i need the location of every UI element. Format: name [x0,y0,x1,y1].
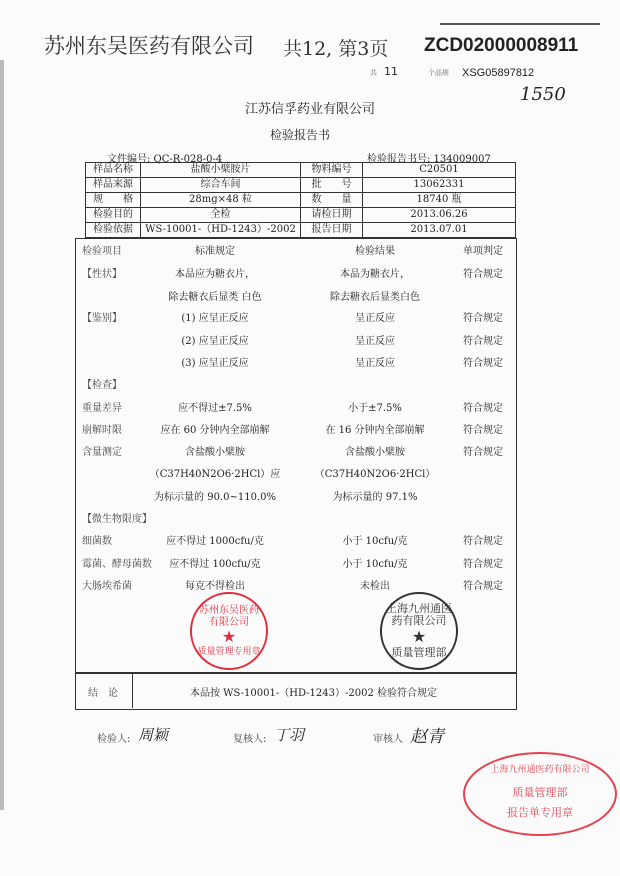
test-verdict: 符合规定 [463,425,503,436]
test-verdict: 符合规定 [463,536,503,547]
cell: 规 格 [86,193,141,208]
test-verdict: 符合规定 [463,559,503,570]
cell: 检验目的 [86,208,141,223]
top-company: 苏州东吴医药有限公司 [44,34,254,58]
sample-info-table [85,162,516,238]
inspector-signature: 周颖 [138,726,169,744]
test-standard: （C37H40N2O6·2HCl）应 [149,469,281,480]
stamp-ring-text: 上海九州通医药有限公司 [386,601,452,628]
stamp-line: 质量管理部 [512,786,568,799]
test-standard: 本品应为糖衣片， [175,269,255,280]
test-standard: 每克不得检出 [185,581,245,592]
test-result: 小于 10cfu/克 [342,559,408,570]
inspector-label: 检验人: [97,734,131,745]
star-icon: ★ [221,627,237,647]
red-quality-stamp [190,592,268,670]
table-row [86,208,516,223]
test-standard: 除去糖衣后显类 白色 [168,292,262,303]
column-header: 检验结果 [355,246,395,257]
test-verdict: 符合规定 [463,358,503,369]
test-verdict: 符合规定 [463,447,503,458]
scan-edge [0,60,4,810]
column-header: 检验项目 [82,246,122,257]
stamp-ring-text: 上海九州通医药有限公司 [490,765,590,775]
cell: C20501 [363,163,516,178]
table-row [86,193,516,208]
test-result: （C37H40N2O6·2HCl） [314,469,436,480]
report-company: 江苏信孚药业有限公司 [244,102,376,117]
reviewer-signature: 丁羽 [274,726,305,744]
report-oval-stamp [463,752,617,836]
test-result: 本品为糖衣片， [340,269,410,280]
cell: 2013.07.01 [363,223,516,238]
total-label: 共 [370,69,377,77]
test-verdict: 符合规定 [463,581,503,592]
test-standard: 应不得过 1000cfu/克 [166,536,264,547]
cell: 18740 瓶 [363,193,516,208]
cell: 请检日期 [301,208,363,223]
cell: 检验依据 [86,223,141,238]
cell: 物料编号 [301,163,363,178]
test-result: 在 16 分钟内全部崩解 [325,425,425,436]
test-item: 重量差异 [82,403,122,414]
test-result: 呈正反应 [355,358,395,369]
test-item: 【性状】 [82,269,122,280]
test-verdict: 符合规定 [463,313,503,324]
test-verdict: 符合规定 [463,269,503,280]
stamp-center-text: 质量管理部 [391,645,447,659]
test-standard: (2) 应呈正反应 [181,336,249,347]
test-item: 【检查】 [82,380,122,391]
test-result: 呈正反应 [355,336,395,347]
test-standard: 应不得过 100cfu/克 [169,559,261,570]
total-value: 11 [384,65,398,78]
cell: 样品名称 [86,163,141,178]
cell: 2013.06.26 [363,208,516,223]
test-item: 含量测定 [82,447,122,458]
cell: 数 量 [301,193,363,208]
cell: 28mg×48 粒 [141,193,301,208]
conclusion-text: 本品按 WS-10001-（HD-1243）-2002 检验符合规定 [190,688,438,699]
test-item: 大肠埃希菌 [82,581,132,592]
test-verdict: 符合规定 [463,336,503,347]
test-result: 小于 10cfu/克 [342,536,408,547]
cell: 盐酸小檗胺片 [141,163,301,178]
report-title: 检验报告书 [269,128,331,142]
star-icon: ★ [411,627,427,647]
stamp-center-text: 质量管理专用章 [197,646,261,657]
scan-line [440,23,600,25]
test-item: 霉菌、酵母菌数 [82,559,152,570]
cell: 综合车间 [141,178,301,193]
table-row [86,178,516,193]
cell: 样品来源 [86,178,141,193]
cell: 13062331 [363,178,516,193]
reviewer-label: 复核人: [233,734,267,745]
test-standard: 应不得过±7.5% [178,403,252,414]
table-row [86,163,516,178]
stamp-ring-text: 苏州东吴医药有限公司 [199,605,259,628]
test-standard: (3) 应呈正反应 [181,358,249,369]
divider [132,672,133,708]
report-number: 检验报告书号: 134009007 [367,154,491,165]
cell: 报告日期 [301,223,363,238]
test-item: 崩解时限 [82,425,122,436]
page-count: 共12, 第3页 [283,38,389,60]
test-verdict: 符合规定 [463,403,503,414]
test-standard: 为标示量的 90.0~110.0% [154,492,276,503]
test-item: 【微生物限度】 [82,514,152,525]
test-standard: (1) 应呈正反应 [181,313,249,324]
handwritten-number: 1550 [520,84,566,105]
table-row [86,223,516,238]
approver-label: 审核人 [373,734,403,745]
test-result: 未检出 [360,581,390,592]
test-item: 细菌数 [82,536,112,547]
test-result: 为标示量的 97.1% [332,492,418,503]
test-standard: 含盐酸小檗胺 [185,447,245,458]
approver-signature: 赵青 [410,727,444,747]
conclusion-label: 结 论 [88,688,118,699]
column-header: 标准规定 [195,246,235,257]
test-result: 小于±7.5% [348,403,402,414]
test-result: 呈正反应 [355,313,395,324]
item-code: XSG05897812 [462,67,535,79]
column-header: 单项判定 [463,246,503,257]
cell: WS-10001-（HD-1243）-2002 [141,223,301,238]
test-result: 含盐酸小檗胺 [345,447,405,458]
test-result: 除去糖衣后显类白色 [330,292,420,303]
black-quality-stamp [380,592,458,670]
test-item: 【鉴别】 [82,313,122,324]
test-standard: 应在 60 分钟内全部崩解 [160,425,270,436]
cell: 全检 [141,208,301,223]
file-number: 文件编号: QC-R-028-0-4 [107,154,223,165]
stamp-line: 报告单专用章 [507,806,573,819]
cell: 批 号 [301,178,363,193]
item-label: 个品规 [428,69,449,77]
document-code: ZCD02000008911 [424,35,579,56]
